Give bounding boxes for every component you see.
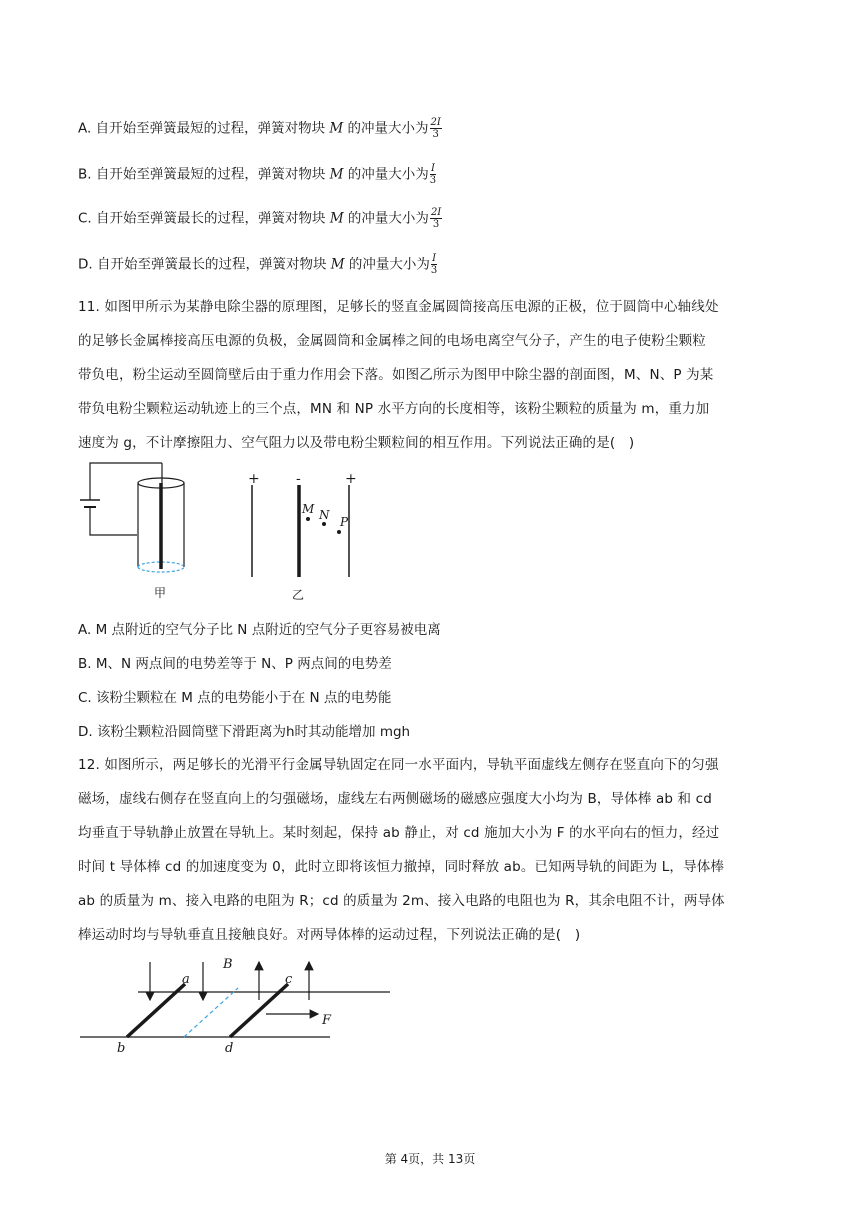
figure-jia [80,463,184,572]
label-a: a [182,972,190,987]
q12-stem-line-1: 12. 如图所示，两足够长的光滑平行金属导轨固定在同一水平面内，导轨平面虚线左侧存在竖直向下的匀强 [78,757,719,773]
option-tail: 的冲量大小为 [343,210,429,227]
q12-stem-line-3: 均垂直于导轨静止放置在导轨上。某时刻起，保持 ab 静止，对 cd 施加大小为 F 的水平向右的恒力，经过 [78,825,720,841]
option-text: D. 自开始至弹簧最长的过程，弹簧对物块 [78,256,327,273]
label-jia: 甲 [154,586,167,600]
label-c: c [285,972,293,987]
figure-yi [248,471,357,577]
q12-stem-line-6: 棒运动时均与导轨垂直且接触良好。对两导体棒的运动过程，下列说法正确的是( ) [78,927,581,943]
q11-figure [70,455,390,605]
page-footer: 第 4页，共 13页 [384,1152,476,1166]
q12-stem-line-4: 时间 t 导体棒 cd 的加速度变为 0，此时立即将该恒力撤掉，同时释放 ab。已知两导轨的间距为 L，导体棒 [78,859,725,875]
fraction: $\frac{I}{3}$ [430,253,438,276]
q12-figure [70,950,410,1065]
q11-stem-line-5: 速度为 g，不计摩擦阻力、空气阻力以及带电粉尘颗粒间的相互作用。下列说法正确的是( ) [78,435,635,451]
label-field-b: B [223,957,233,972]
option-tail: 的冲量大小为 [343,120,429,137]
q12-stem-line-2: 磁场，虚线右侧存在竖直向上的匀强磁场，虚线左右两侧磁场的磁感应强度大小均为 B，导体棒 ab 和 cd [78,791,712,807]
variable: M [329,210,344,227]
variable: M [329,120,344,137]
q11-stem-line-4: 带负电粉尘颗粒运动轨迹上的三个点，MN 和 NP 水平方向的长度相等，该粉尘颗粒的质量为 m，重力加 [78,401,710,417]
minus-center: - [296,471,301,487]
option-text: C. 自开始至弹簧最长的过程，弹簧对物块 [78,210,326,227]
label-yi: 乙 [292,588,305,602]
point-p [337,530,341,534]
point-n [322,522,326,526]
variable: M [330,256,345,273]
option-tail: 的冲量大小为 [343,166,429,183]
q10-option-c [78,207,442,230]
option-text: B. 自开始至弹簧最短的过程，弹簧对物块 [78,166,326,183]
q10-option-d [78,253,437,276]
label-d: d [225,1041,234,1056]
q11-stem-line-1: 11. 如图甲所示为某静电除尘器的原理图，足够长的竖直金属圆筒接高压电源的正极，位于圆筒中心轴线处 [78,299,719,315]
q11-option-b: B. M、N 两点间的电势差等于 N、P 两点间的电势差 [78,656,392,672]
q11-option-d: D. 该粉尘颗粒沿圆筒壁下滑距离为h时其动能增加 mgh [78,724,411,740]
option-tail: 的冲量大小为 [344,256,430,273]
q12-stem-line-5: ab 的质量为 m、接入电路的电阻为 R；cd 的质量为 2m、接入电路的电阻也为 R，其余电阻不计，两导体 [78,893,725,909]
fraction: $\frac{I}{3}$ [429,163,437,186]
label-force-f: F [322,1013,332,1028]
q10-option-a [78,117,442,140]
variable: M [329,166,344,183]
label-b: b [117,1041,126,1056]
label-m: M [302,502,315,516]
plus-left: + [248,471,260,487]
boundary-dashed [184,988,238,1037]
q11-stem-line-3: 带负电，粉尘运动至圆筒壁后由于重力作用会下落。如图乙所示为图甲中除尘器的剖面图，M、N、P 为某 [78,367,714,383]
q11-option-c: C. 该粉尘颗粒在 M 点的电势能小于在 N 点的电势能 [78,690,392,706]
label-p: P [340,515,349,529]
option-text: A. 自开始至弹簧最短的过程，弹簧对物块 [78,120,326,137]
q10-option-b [78,163,436,186]
fraction: $\frac{2I}{3}$ [430,117,441,140]
plus-right: + [345,471,357,487]
q11-option-a: A. M 点附近的空气分子比 N 点附近的空气分子更容易被电离 [78,622,441,638]
point-m [306,517,310,521]
fraction: $\frac{2I}{3}$ [430,207,442,230]
q11-stem-line-2: 的足够长金属棒接高压电源的负极，金属圆筒和金属棒之间的电场电离空气分子，产生的电子使粉尘颗粒 [78,333,706,349]
label-n: N [319,508,330,522]
